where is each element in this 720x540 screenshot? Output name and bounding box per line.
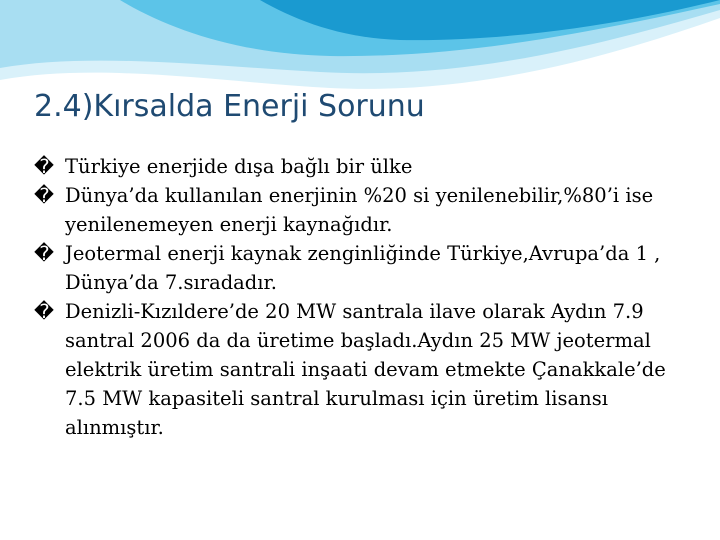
bullet-item xyxy=(34,181,694,239)
bullet-text: Türkiye enerjide dışa bağlı bir ülke xyxy=(65,155,413,178)
bullet-list xyxy=(34,152,694,442)
bullet-text: Jeotermal enerji kaynak zenginliğinde Türkiye,Avrupa’da 1 , Dünya’da 7.sıradadır. xyxy=(65,242,661,294)
bullet-item xyxy=(34,239,694,297)
bullet-item xyxy=(34,152,694,181)
bullet-marker-icon: � xyxy=(34,300,54,323)
slide-title: 2.4)Kırsalda Enerji Sorunu xyxy=(34,89,425,124)
bullet-marker-icon: � xyxy=(34,242,54,265)
bullet-text: Dünya’da kullanılan enerjinin %20 si yenilenebilir,%80’i ise yenilenemeyen enerji kaynağıdır. xyxy=(65,184,654,236)
bullet-marker-icon: � xyxy=(34,184,54,207)
bullet-marker-icon: � xyxy=(34,155,54,178)
bullet-item xyxy=(34,297,694,442)
bullet-text: Denizli-Kızıldere’de 20 MW santrala ilave olarak Aydın 7.9 santral 2006 da da üretime başladı.Aydın 25 MW jeotermal elektrik üretim santrali inşaati devam etmekte Çanakkale’de 7.5 MW kapasiteli santral kurulması için üretim lisansı alınmıştır. xyxy=(65,300,666,439)
